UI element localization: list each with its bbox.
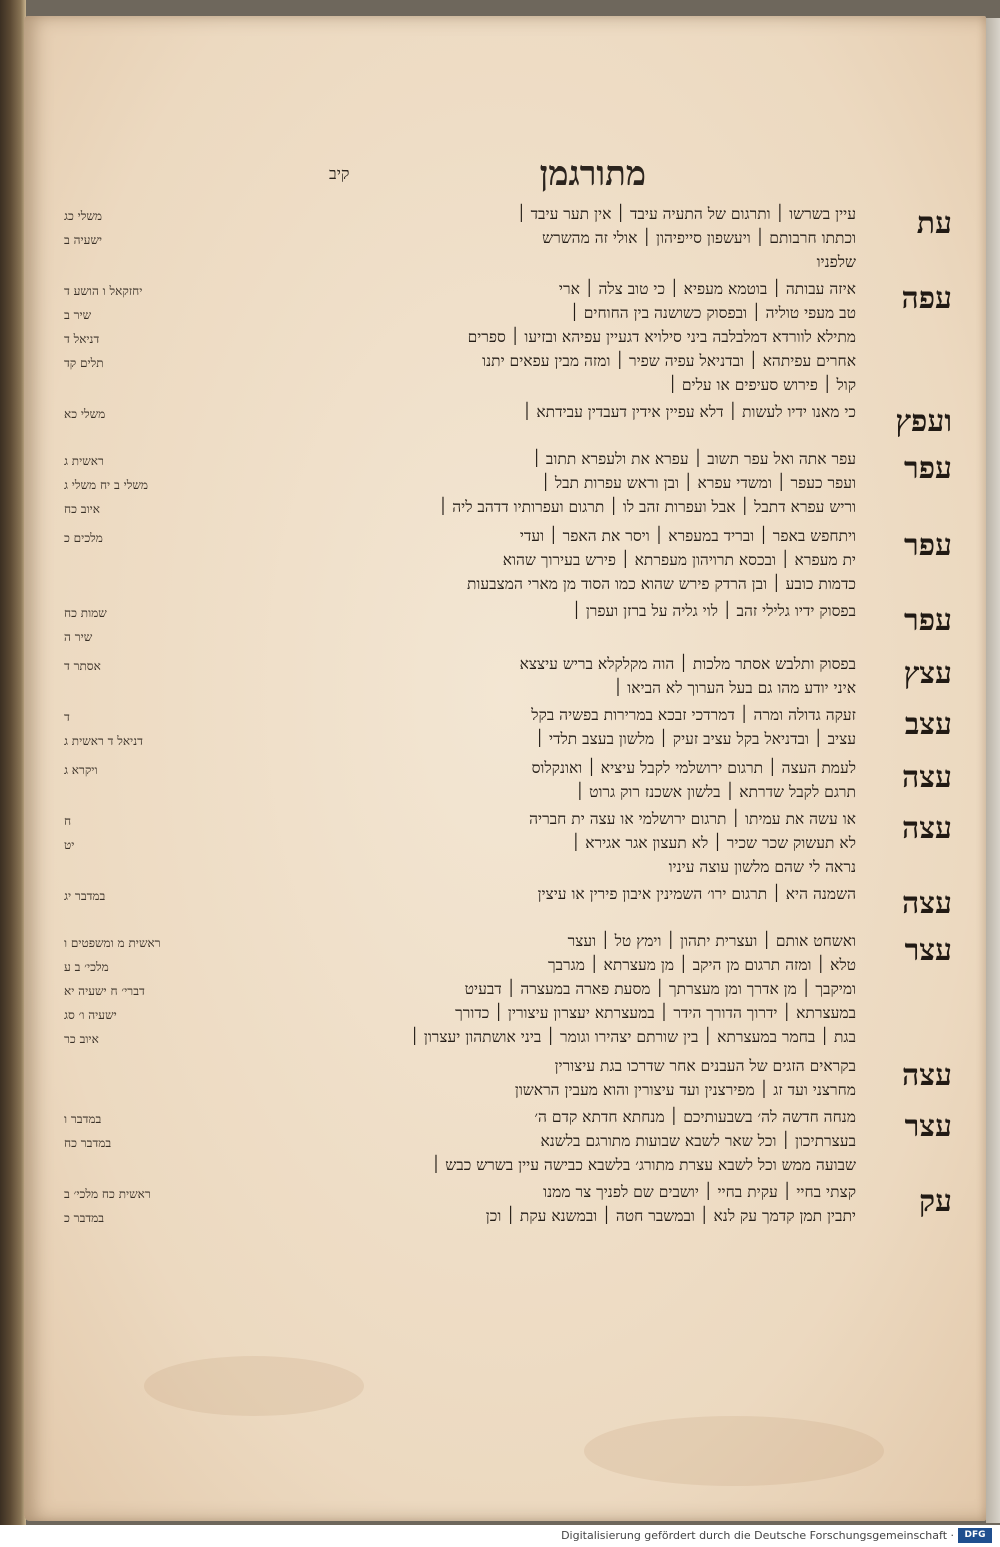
entry-text (250, 1180, 856, 1230)
dictionary-entry (64, 1054, 964, 1102)
entry-line: בפסוק ידיו גלילי זהב ׀ לוי גליה על ברזן ועפרן ׀ (572, 602, 856, 620)
scripture-references (64, 652, 250, 700)
paper-stain (584, 1416, 884, 1486)
scripture-reference: במדבר כח (64, 1136, 112, 1150)
headword: עצב (904, 707, 952, 742)
entry-line: ויתחפש באפר ׀ ובריד במעפרא ׀ ויסר את האפר ׀ ועדי (519, 527, 856, 545)
entry-text (250, 807, 856, 879)
entry-text (250, 599, 856, 649)
headword: עצה (902, 1058, 952, 1093)
dictionary-entry (64, 202, 964, 274)
scripture-reference: ישעיה ו׳ סג (64, 1008, 117, 1022)
entry-line: בקראים הזגים של העבנים אחר שדרכו בגת עיצורין (554, 1057, 856, 1075)
dictionary-entry (64, 447, 964, 521)
scripture-reference: שיר ב (64, 308, 92, 322)
headword: עצה (902, 886, 952, 921)
entry-line: ומיקבך ׀ מן אדרך ומן מעצרתך ׀ מסעת פארה במעצרה ׀ דבעיט (464, 980, 856, 998)
entry-line: אחרים עפיתהא ׀ ובדניאל עפיה שפיר ׀ ומזה מבין עפאים יתנו (482, 352, 856, 370)
headword-column (856, 756, 964, 804)
entry-text (250, 524, 856, 596)
scripture-reference: דברי׳ ח ישעיה יא (64, 984, 145, 998)
headword: עפה (901, 281, 952, 316)
entry-line: עפר אתה ואל עפר תשוב ׀ עפרא את ולעפרא תתוב ׀ (532, 450, 856, 468)
entry-line: איזה עבותה ׀ בוטמא מעפיא ׀ כי טוב צלה ׀ ארי (558, 280, 856, 298)
headword-column (856, 807, 964, 879)
entry-line: עציב ׀ ובדניאל בקל עציב זעיק ׀ מלשון בעצב תלדי ׀ (535, 730, 856, 748)
entry-line: שבועה ממש וכל לשבא עצרת מתורג׳ בלשבא כבישה עיין בשרש כבש ׀ (431, 1156, 856, 1174)
dfg-logo: DFG (958, 1528, 992, 1543)
entry-text (250, 400, 856, 444)
headword-column (856, 400, 964, 444)
entry-line: כדמות כובע ׀ ובן הרדק פירש שהוא כמו הסוד מן מארי המצבעות (466, 575, 856, 593)
scripture-reference: תלים קד (64, 356, 104, 370)
entry-text (250, 1054, 856, 1102)
scripture-reference: ראשית מ ומשפטים ו (64, 936, 161, 950)
running-title: מתורגמן (539, 154, 646, 194)
scripture-reference: שמות כח (64, 606, 107, 620)
entry-text (250, 447, 856, 521)
scripture-references (64, 202, 250, 274)
entry-line: ית מעפרא ׀ ובכסא תרויהון מעפרתא ׀ פירש בעירוך שהוא (502, 551, 856, 569)
headword: עפר (903, 451, 952, 486)
headword: עת (916, 206, 952, 241)
entry-line: שלפניו (816, 253, 856, 271)
scripture-reference: דניאל ד ראשית ג (64, 734, 143, 748)
scripture-reference: אסתר ד (64, 659, 101, 673)
scripture-references (64, 703, 250, 753)
entry-line: מנחה חדשה לה׳ בשבעותיכם ׀ מנחתא חדתא קדם ה׳ (534, 1108, 856, 1126)
headword-column (856, 929, 964, 1051)
entry-line: עיין בשרשו ׀ ותרגום של התעיה עיבד ׀ אין תער עיבד ׀ (516, 205, 856, 223)
headword: עצר (904, 933, 952, 968)
entry-line: טב מעפי טוליה ׀ ובפסוק כשושנה בין החוחים ׀ (570, 304, 856, 322)
entry-line: וכתתו חרבותם ׀ ויעשפון סייפיהון ׀ אולי זה מהשרש (542, 229, 856, 247)
entry-line: כי מאנו ידיו לעשות ׀ דלא עפיין אידין דעבדין עבידתא ׀ (522, 403, 856, 421)
headword-column (856, 703, 964, 753)
headword-column (856, 524, 964, 596)
entry-text (250, 652, 856, 700)
scripture-reference: ויקרא ג (64, 763, 98, 777)
entry-line: ועפר כעפר ׀ ומשדי עפרא ׀ ובן וראש עפרות תבל ׀ (541, 474, 856, 492)
entry-line: מתילא לוורדא דמלבלבה ביני סילויא דגעיין עפיהא ובזיעו ׀ ספרים (467, 328, 856, 346)
scripture-reference: דניאל ד (64, 332, 100, 346)
entry-line: או עשה את עמיתו ׀ תרגום ירושלמי או עצה ית חבריה (529, 810, 856, 828)
scripture-reference: משלי ב יח משלי ג (64, 478, 148, 492)
entry-line: במעצרתא ׀ ידרוך הדורך הידר ׀ במעצרתא יעצרון עיצורין ׀ כדורך (455, 1004, 856, 1022)
scripture-references (64, 400, 250, 444)
scripture-references (64, 882, 250, 926)
headword-column (856, 1105, 964, 1177)
scripture-references (64, 599, 250, 649)
headword: ועפץ (895, 404, 952, 439)
entry-line: בפסוק ותלבש אסתר מלכות ׀ הוה מקלקלא בריש עיצצא (519, 655, 856, 673)
entry-text (250, 756, 856, 804)
dictionary-entry (64, 1105, 964, 1177)
headword-column (856, 882, 964, 926)
entry-text (250, 1105, 856, 1177)
scripture-reference: ד (64, 710, 70, 724)
dictionary-entries (64, 202, 964, 1233)
scripture-reference: ח (64, 814, 72, 828)
entry-line: בעצרתיכון ׀ וכל שאר לשבא שבועות מתורגם בלשנא (540, 1132, 856, 1150)
scripture-reference: מלכי׳ ב ע (64, 960, 109, 974)
scripture-reference: יחזקאל ו הושע ד (64, 284, 143, 298)
scripture-reference: משלי כא (64, 407, 106, 421)
entry-line: לעמת העצה ׀ תרגום ירושלמי לקבל עיציא ׀ ואונקלוס (531, 759, 856, 777)
book-spine (0, 0, 26, 1525)
digitization-footer (0, 1525, 1000, 1547)
entry-line: קול ׀ פירוש סעיפים או עלים ׀ (668, 376, 856, 394)
scripture-reference: שיר ה (64, 630, 93, 644)
entry-text (250, 277, 856, 397)
entry-line: מחרצני ועד זג ׀ מפירצנין ועד עיצורין והוא מעבין הראשון (514, 1081, 856, 1099)
dictionary-entry (64, 599, 964, 649)
entry-line: וריש עפרא דתבל ׀ אבל ועפרות זהב לו ׀ תרגום ועפרותיו דדהב ליה ׀ (438, 498, 856, 516)
entry-line: יתבין תמן קדמך עק לנא ׀ ובמשבר חטה ׀ ובמשנא עקת ׀ וכן (485, 1207, 856, 1225)
headword: עצר (904, 1109, 952, 1144)
dictionary-entry (64, 652, 964, 700)
entry-line: השמנה היא ׀ תרגום ירו׳ השמינין איבון פירין או עיצין (537, 885, 856, 903)
scripture-reference: ישעיה ב (64, 233, 103, 247)
scripture-references (64, 277, 250, 397)
scripture-reference: במדבר ו (64, 1112, 102, 1126)
headword-column (856, 1180, 964, 1230)
dictionary-entry (64, 1180, 964, 1230)
scripture-references (64, 929, 250, 1051)
entry-line: נראה לי שהם מלשון עוצה עיניו (668, 858, 856, 876)
dictionary-entry (64, 929, 964, 1051)
scripture-references (64, 756, 250, 804)
dictionary-entry (64, 277, 964, 397)
dictionary-entry (64, 756, 964, 804)
entry-text (250, 202, 856, 274)
dictionary-entry (64, 807, 964, 879)
dictionary-entry (64, 524, 964, 596)
headword-column (856, 652, 964, 700)
entry-text (250, 703, 856, 753)
headword: עק (918, 1184, 952, 1219)
headword-column (856, 599, 964, 649)
entry-line: לא תעשוק שכר שכיר ׀ לא תעצון אגר אגירא ׀ (571, 834, 856, 852)
headword: עצה (902, 760, 952, 795)
headword-column (856, 1054, 964, 1102)
scripture-references (64, 524, 250, 596)
headword: עצץ (903, 656, 952, 691)
headword: עפר (903, 603, 952, 638)
scripture-references (64, 447, 250, 521)
entry-line: טלא ׀ ומזה תרגום מן היקב ׀ מן מעצרתא ׀ מגרבך (547, 956, 856, 974)
funding-credit: Digitalisierung gefördert durch die Deutsche Forschungsgemeinschaft · (561, 1529, 954, 1542)
scripture-reference: איוב כר (64, 1032, 99, 1046)
page-edge (986, 18, 1000, 1523)
scripture-reference: ראשית ג (64, 454, 104, 468)
headword-column (856, 447, 964, 521)
scripture-references (64, 1180, 250, 1230)
scripture-reference: מלכים כ (64, 531, 103, 545)
book-page (24, 16, 986, 1521)
scripture-reference: במדבר כ (64, 1211, 105, 1225)
headword: עצה (902, 811, 952, 846)
entry-line: בגת ׀ בחמר במעצרתא ׀ בין שורתם יצהירו וגומר ׀ ביני אושתהון יעצרון ׀ (410, 1028, 856, 1046)
entry-text (250, 929, 856, 1051)
entry-line: ואשחט אותם ׀ ועצרית יתהון ׀ וימץ טל ׀ ועצר (567, 932, 856, 950)
scripture-reference: איוב כח (64, 502, 100, 516)
headword-column (856, 202, 964, 274)
page-header (24, 154, 986, 194)
dictionary-entry (64, 400, 964, 444)
scripture-references (64, 807, 250, 879)
headword-column (856, 277, 964, 397)
entry-line: זעקה גדולה ומרה ׀ דמרדכי זבכא במרירות בפשיה בקל (531, 706, 856, 724)
entry-line: תרגם לקבל שדרתא ׀ בלשון אשכנז רוק גרוט ׀ (575, 783, 856, 801)
entry-line: איני יודע מהו גם בעל הערוך לא הביאו ׀ (613, 679, 856, 697)
scripture-reference: ראשית כח מלכי׳ ב (64, 1187, 151, 1201)
entry-text (250, 882, 856, 926)
scripture-references (64, 1054, 250, 1102)
page-number: קיב (329, 164, 350, 183)
paper-stain (144, 1356, 364, 1416)
scripture-references (64, 1105, 250, 1177)
scripture-reference: במדבר יג (64, 889, 106, 903)
scripture-reference: יט (64, 838, 75, 852)
entry-line: קצתי בחיי ׀ עקית בחיי ׀ יושבים שם לפניך צר ממנו (543, 1183, 856, 1201)
dictionary-entry (64, 882, 964, 926)
dictionary-entry (64, 703, 964, 753)
scripture-reference: משלי כג (64, 209, 103, 223)
headword: עפר (903, 528, 952, 563)
